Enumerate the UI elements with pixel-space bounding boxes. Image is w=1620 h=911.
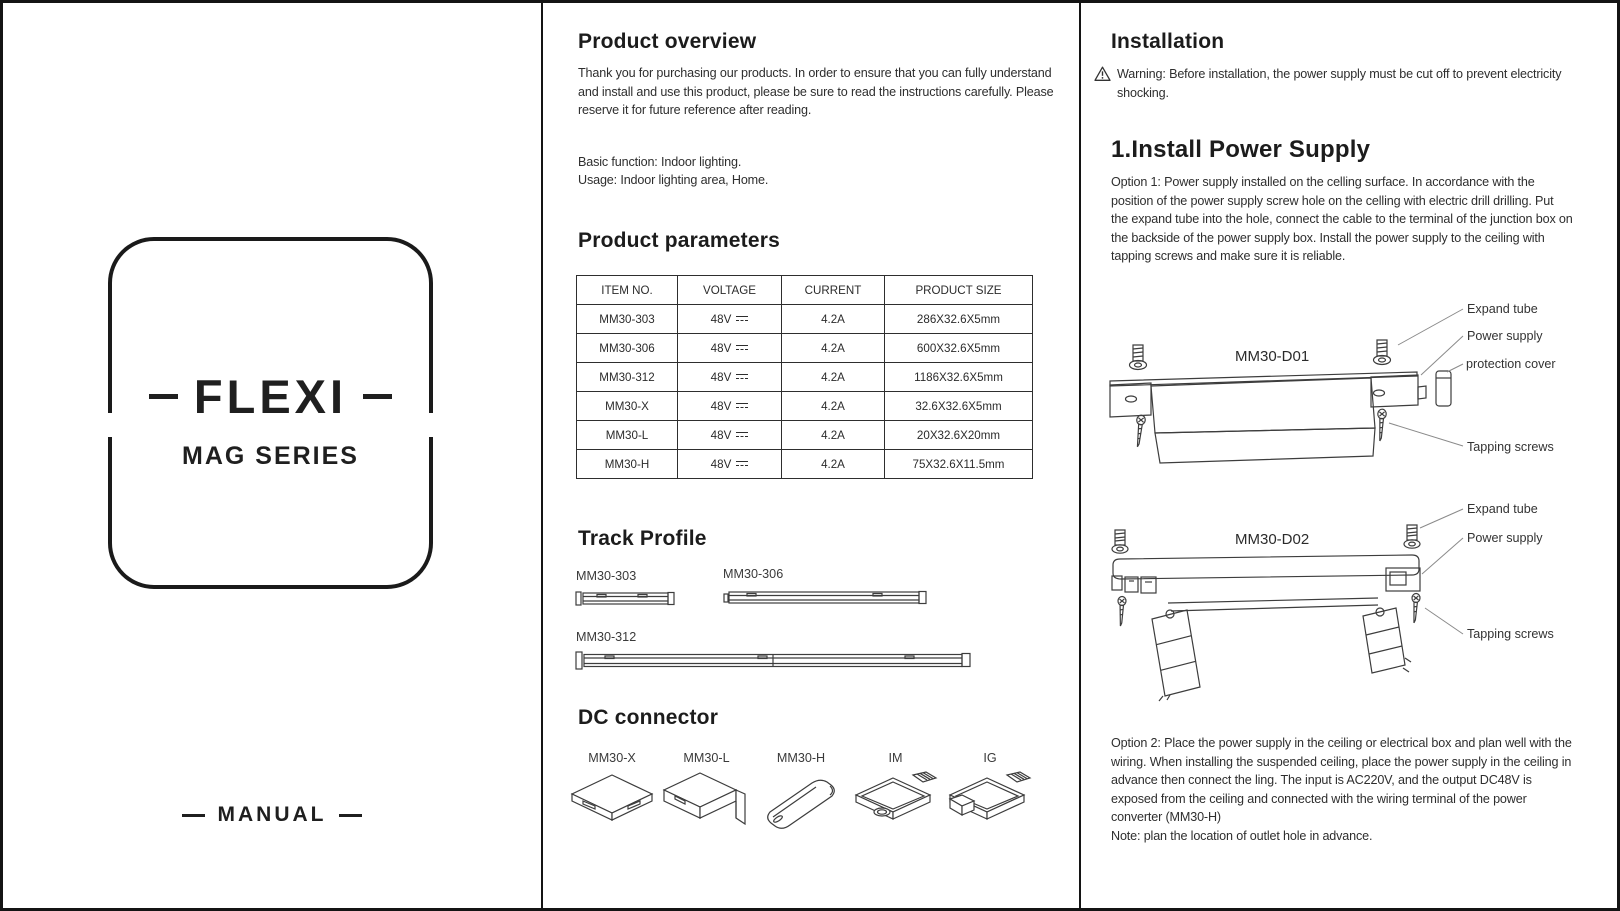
track-body xyxy=(1113,555,1419,579)
cell-voltage: 48V xyxy=(678,363,782,392)
logo-frame xyxy=(108,237,433,589)
diagram-mm30-d01 xyxy=(1081,293,1620,483)
parameters-title: Product parameters xyxy=(578,229,781,252)
warning-block xyxy=(1094,65,1570,102)
cell-current: 4.2A xyxy=(782,305,885,334)
cell-voltage: 48V xyxy=(678,392,782,421)
table-header-row xyxy=(577,276,1033,305)
dc-connector-drawing-mm30x xyxy=(567,770,657,832)
warning-triangle-icon xyxy=(1094,66,1111,82)
dc-connector-drawing-im xyxy=(851,770,941,832)
expand-tube-anchor xyxy=(1112,530,1128,553)
dc-connector-drawing-ig xyxy=(945,770,1035,832)
option2-block xyxy=(1111,734,1577,846)
diagram2-model-label: MM30-D02 xyxy=(1235,531,1310,548)
cell-size: 286X32.6X5mm xyxy=(885,305,1033,334)
cell-item: MM30-L xyxy=(577,421,678,450)
overview-title: Product overview xyxy=(578,30,757,53)
table-row xyxy=(577,334,1033,363)
brand-series: MAG SERIES xyxy=(182,442,359,470)
cell-voltage: 48V xyxy=(678,334,782,363)
callout-tapping-screws: Tapping screws xyxy=(1467,440,1554,454)
cell-item: MM30-306 xyxy=(577,334,678,363)
manual-label: MANUAL xyxy=(217,803,327,826)
parameters-table xyxy=(576,275,1033,479)
track-label-306: MM30-306 xyxy=(723,567,784,581)
tapping-screw xyxy=(1117,596,1127,626)
overview-intro: Thank you for purchasing our products. In order to ensure that you can fully understand and install and use this product, please be sure to read the instructions carefully. Please reserve it for future reference after reading. xyxy=(578,66,1054,118)
cover-panel xyxy=(3,3,541,908)
dc-cell-mm30x xyxy=(567,751,657,832)
note-text: Note: plan the location of outlet hole in advance. xyxy=(1111,828,1373,843)
cell-item: MM30-X xyxy=(577,392,678,421)
callout-tapping-screws: Tapping screws xyxy=(1467,627,1554,641)
track-label-312: MM30-312 xyxy=(576,630,637,644)
expand-tube-anchor xyxy=(1374,340,1391,365)
cell-size: 1186X32.6X5mm xyxy=(885,363,1033,392)
callout-power-supply: Power supply xyxy=(1467,531,1543,545)
option2-text: Option 2: Place the power supply in the ceiling or electrical box and plan well with the wiring. When installing the suspended ceiling, place the power supply in the ceiling in advance then connect the ling. The input is AC220V, and the output DC48V is exposed from the ceiling and connected with the wiring terminal of the power converter (MM30-H) xyxy=(1111,736,1572,825)
tapping-screw xyxy=(1376,409,1387,441)
track-drawing-306 xyxy=(723,588,927,607)
table-row xyxy=(577,305,1033,334)
header-item-no: ITEM NO. xyxy=(577,276,678,305)
spotlight-fixture xyxy=(1152,610,1200,701)
dc-label: IM xyxy=(888,751,903,765)
dc-symbol xyxy=(736,373,748,382)
cell-voltage: 48V xyxy=(678,421,782,450)
diagram-mm30-d02 xyxy=(1081,498,1620,713)
option1-text: Option 1: Power supply installed on the celling surface. In accordance with the position of the power supply screw hole on the celling with electric drill drilling. Put the expand tube into the hole, connect the cable to the terminal of the junction box on the backside of the power supply box. Install the power supply to the ceiling with tapping screws and make sure it is reliable. xyxy=(1111,175,1573,264)
cell-item: MM30-303 xyxy=(577,305,678,334)
brand-title: FLEXI xyxy=(193,370,348,423)
dc-connector-drawing-mm30l xyxy=(662,770,752,832)
dc-cell-im xyxy=(851,751,941,832)
installation-panel xyxy=(1081,3,1620,908)
dc-cell-mm30l xyxy=(662,751,752,832)
logo-dash-right xyxy=(363,394,392,399)
track-drawing-312 xyxy=(575,651,971,671)
cell-size: 20X32.6X20mm xyxy=(885,421,1033,450)
dc-label: IG xyxy=(983,751,997,765)
dc-cell-mm30h xyxy=(756,751,846,832)
cell-size: 32.6X32.6X5mm xyxy=(885,392,1033,421)
logo-row xyxy=(112,370,429,423)
manual-dash-left xyxy=(182,814,205,817)
track-drawing-303 xyxy=(575,589,675,608)
manual-footer xyxy=(3,803,541,827)
protection-cover xyxy=(1436,371,1451,406)
logo-dash-left xyxy=(149,394,178,399)
callout-protection-cover: protection cover xyxy=(1466,357,1556,371)
expand-tube-anchor xyxy=(1404,525,1420,548)
cell-current: 4.2A xyxy=(782,363,885,392)
track-label-303: MM30-303 xyxy=(576,569,637,583)
cell-voltage: 48V xyxy=(678,450,782,479)
track-profile-title: Track Profile xyxy=(578,527,707,550)
cell-size: 600X32.6X5mm xyxy=(885,334,1033,363)
dc-connector-drawing-mm30h xyxy=(756,770,846,832)
table-row xyxy=(577,450,1033,479)
dc-cell-ig xyxy=(945,751,1035,832)
dc-label: MM30-L xyxy=(683,751,730,765)
spotlight-fixture xyxy=(1363,608,1411,673)
tapping-screw xyxy=(1134,415,1146,448)
dc-label: MM30-H xyxy=(776,751,826,765)
step1-title: 1.Install Power Supply xyxy=(1111,136,1371,163)
table-row xyxy=(577,392,1033,421)
dc-symbol xyxy=(736,315,748,324)
cell-size: 75X32.6X11.5mm xyxy=(885,450,1033,479)
callout-expand-tube: Expand tube xyxy=(1467,502,1538,516)
table-row xyxy=(577,421,1033,450)
dc-symbol xyxy=(736,460,748,469)
cell-item: MM30-H xyxy=(577,450,678,479)
header-voltage: VOLTAGE xyxy=(678,276,782,305)
tapping-screw xyxy=(1410,593,1420,623)
middle-panel xyxy=(543,3,1079,908)
dc-connector-row xyxy=(567,751,1035,832)
cell-voltage: 48V xyxy=(678,305,782,334)
cell-current: 4.2A xyxy=(782,334,885,363)
cell-item: MM30-312 xyxy=(577,363,678,392)
dc-symbol xyxy=(736,431,748,440)
expand-tube-anchor xyxy=(1130,345,1147,370)
header-product-size: PRODUCT SIZE xyxy=(885,276,1033,305)
warning-text: Warning: Before installation, the power supply must be cut off to prevent electricity shocking. xyxy=(1117,67,1562,100)
diagram1-model-label: MM30-D01 xyxy=(1235,348,1310,365)
dc-label: MM30-X xyxy=(588,751,636,765)
cell-current: 4.2A xyxy=(782,450,885,479)
table-row xyxy=(577,363,1033,392)
cell-current: 4.2A xyxy=(782,421,885,450)
header-current: CURRENT xyxy=(782,276,885,305)
dc-connector-title: DC connector xyxy=(578,706,719,729)
callout-power-supply: Power supply xyxy=(1467,329,1543,343)
manual-dash-right xyxy=(339,814,362,817)
callout-expand-tube: Expand tube xyxy=(1467,302,1538,316)
basic-function-line: Basic function: Indoor lighting. xyxy=(578,155,742,169)
usage-line: Usage: Indoor lighting area, Home. xyxy=(578,173,769,187)
cell-current: 4.2A xyxy=(782,392,885,421)
installation-title: Installation xyxy=(1111,30,1225,53)
dc-symbol xyxy=(736,402,748,411)
dc-symbol xyxy=(736,344,748,353)
